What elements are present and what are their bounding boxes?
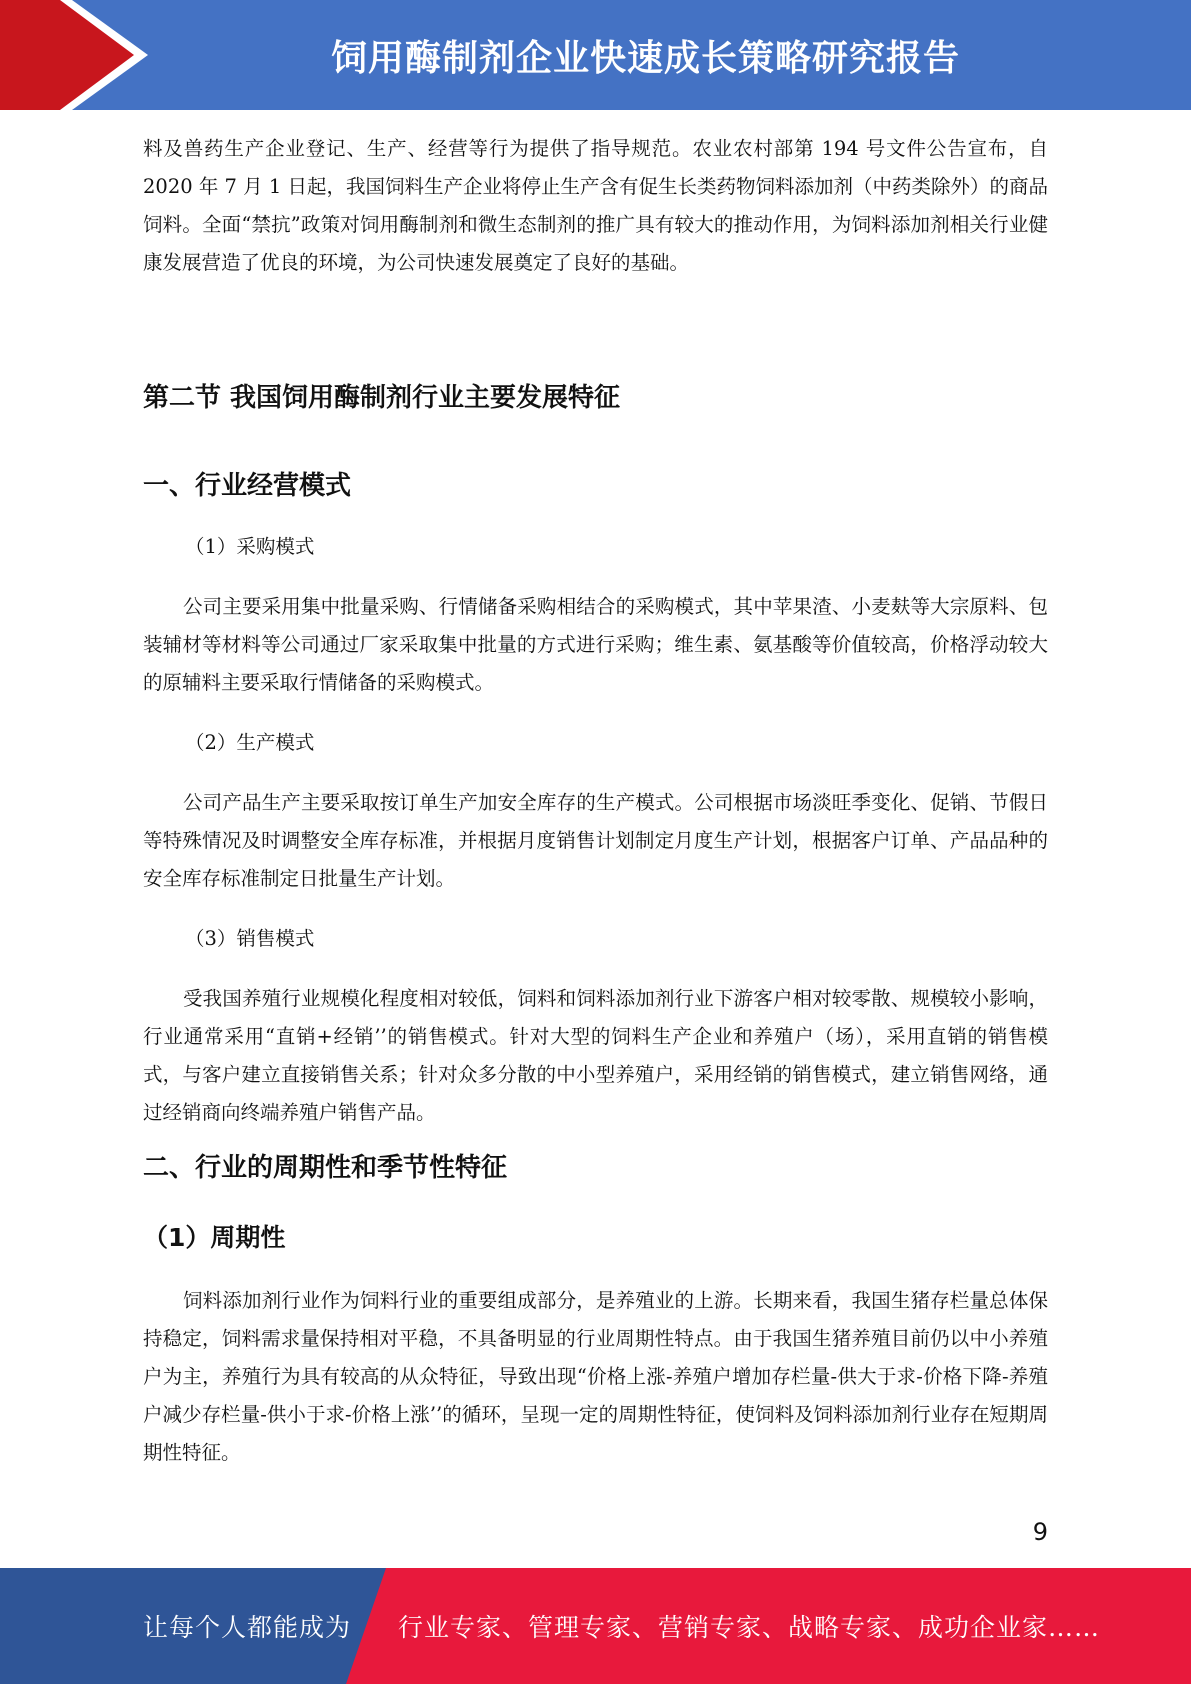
mode-production-label: （2）生产模式 (185, 731, 315, 754)
mode-procurement-text: 公司主要采用集中批量采购、行情储备采购相结合的采购模式，其中苹果渣、小麦麸等大宗原料、包装辅材等材料等公司通过厂家采取集中批量的方式进行采购；维生素、氨基酸等价值较高，价格浮动较大的原辅料主要采取行情储备的采购模式。 (143, 595, 1048, 694)
section-title: 第二节 我国饲用酶制剂行业主要发展特征 (143, 383, 621, 413)
cyclical-text: 饲料添加剂行业作为饲料行业的重要组成部分，是养殖业的上游。长期来看，我国生猪存栏量总体保持稳定，饲料需求量保持相对平稳，不具备明显的行业周期性特点。由于我国生猪养殖目前仍以中小养殖户为主，养殖行为具有较高的从众特征，导致出现“价格上涨-养殖户增加存栏量-供大于求-价格下降-养殖户减少存栏量-供小于求-价格上涨’’的循环，呈现一定的周期性特征，使饲料及饲料添加剂行业存在短期周期性特征。 (143, 1289, 1048, 1464)
header-banner (0, 0, 1191, 110)
footer-slogan-left: 让每个人都能成为 (143, 1613, 352, 1642)
sub-heading-cyclical: （1）周期性 (143, 1223, 286, 1252)
mode-sales-text: 受我国养殖行业规模化程度相对较低，饲料和饲料添加剂行业下游客户相对较零散、规模较小影响，行业通常采用“直销+经销’’的销售模式。针对大型的饲料生产企业和养殖户（场），采用直销的销售模式，与客户建立直接销售关系；针对众多分散的中小型养殖户，采用经销的销售模式，建立销售网络，通过经销商向终端养殖户销售产品。 (143, 987, 1048, 1124)
mode-procurement-label: （1）采购模式 (185, 535, 315, 558)
heading-cyclical-seasonal: 二、行业的周期性和季节性特征 (143, 1153, 508, 1183)
report-title: 饲用酶制剂企业快速成长策略研究报告 (330, 37, 960, 79)
footer-slogan-right: 行业专家、管理专家、营销专家、战略专家、成功企业家…… (398, 1613, 1101, 1642)
intro-paragraph: 料及兽药生产企业登记、生产、经营等行为提供了指导规范。农业农村部第 194 号文件公告宣布，自 2020 年 7 月 1 日起，我国饲料生产企业将停止生产含有促生长类药物饲料添加剂（中药类除外）的商品饲料。全面“禁抗”政策对饲用酶制剂和微生态制剂的推广具有较大的推动作用，为饲料添加剂相关行业健康发展营造了优良的环境，为公司快速发展奠定了良好的基础。 (143, 137, 1048, 274)
page-content (143, 130, 1048, 1472)
page-number: 9 (1032, 1518, 1048, 1546)
mode-sales-label: （3）销售模式 (185, 927, 315, 950)
footer-banner (0, 1568, 1191, 1684)
heading-business-model: 一、行业经营模式 (143, 471, 352, 501)
mode-production-text: 公司产品生产主要采取按订单生产加安全库存的生产模式。公司根据市场淡旺季变化、促销、节假日等特殊情况及时调整安全库存标准，并根据月度销售计划制定月度生产计划，根据客户订单、产品品种的安全库存标准制定日批量生产计划。 (143, 791, 1048, 890)
